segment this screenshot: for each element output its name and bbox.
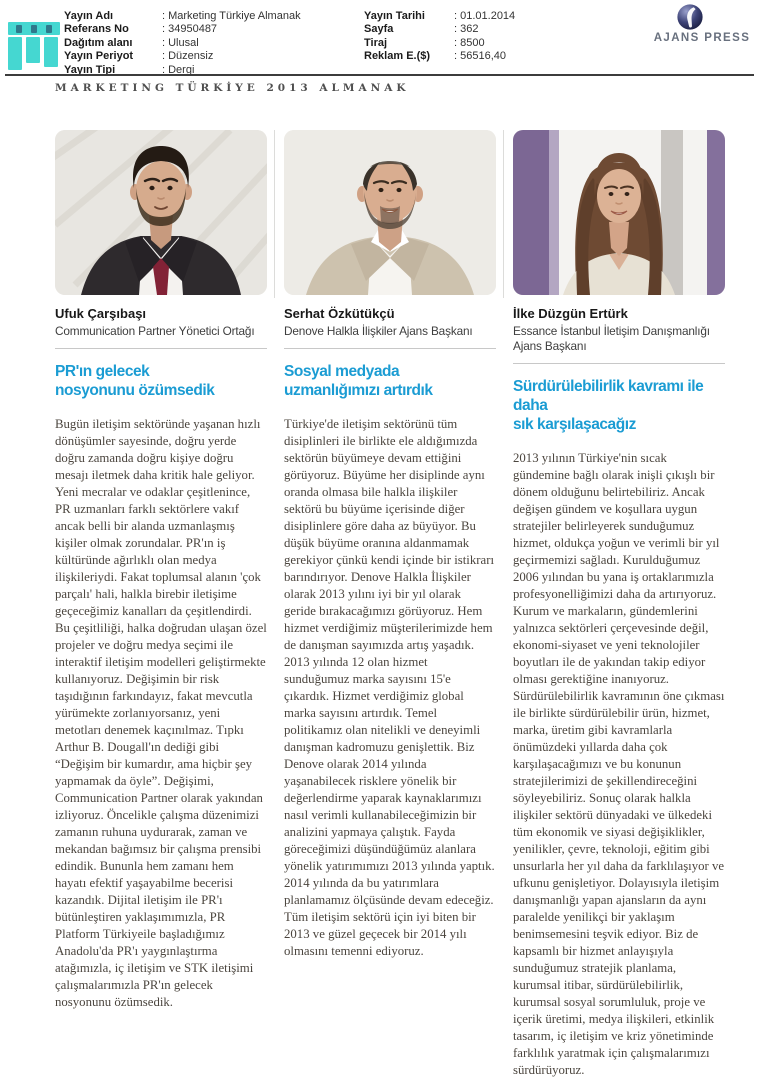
headline-line: uzmanlığımızı artırdık [284,382,433,400]
meta-label: Dağıtım alanı [64,36,133,49]
article-headline [284,363,496,401]
article-body: Bugün iletişim sektöründe yaşanan hızlı dönüşümler sayesinde, doğru yerde doğru zamanda doğru kişiye doğru mesajı iletmek daha kritik hale geliyor. Yeni mecralar ve odaklar çeşitlenince, PR uzmanları farklı sektörlere vakıf ancak belli bir alanda uzmanlaşmış kişiler olmak zorundalar. PR'ın iş kültüründe ağırlıklı olan medya ilişkileriydi. Fakat toplumsal alanın 'çok parçalı' hali, halkla birebir iletişime geçeceğimiz kanalları da çeşitlendirdi. Bu çeşitliliği, halka doğrudan ulaşan özel projeler ve doğru medya seçimi ile interaktif iletişim modelleri geliştirmekte kullanıyoruz. Değişimin bir risk taşıdığının farkındayız, fakat mevcutla yürümekte zorlanıyorsanız, yeni metotları denemek kaçınılmaz. Tıpkı Arthur B. Dougall'ın dediği gibi “Değişim bir kumardır, ama hiçbir şey yapmamak da öyle”. Değişimi, Communication Partner olarak yakından izliyoruz. Öncelikle çalışma düzenimizi zamanın ruhuna uydurarak, zaman ve mekandan bağımsız bir çalışma prensibi edindik. Bununla hem zamanı hem hayatı efektif yaşayabilme becerisi kazandık. Dijital iletişim ile PR'ı bütünleştiren yaklaşımımızla, PR Platform Türkiyeile başladığımız Anadolu'da PR'ı yaygınlaştırma atağımızla, iç iletişim ve STK iletişimi çalışmalarımızla PR'ın gelecek nosyonunu özümsedik. [55,417,267,1010]
article-body: Türkiye'de iletişim sektörünü tüm disiplinleri ile birlikte ele aldığımızda sektörün büyümeye devam ettiğini görüyoruz. Büyüme her disiplinde aynı oranda olmasa bile halkla ilişkiler sektörü bu büyüme içerisinde diğer disiplinlere göre daha az büyüyor. Bu düşük büyüme oranına aldanmamak gerekiyor çünkü kendi içinde bir istikrarı barındırıyor. Denove Halkla İlişkiler olarak 2013 yılını iyi bir yıl olarak geride bırakacağımızı görüyoruz. Hem hizmet verdiğimiz müşterilerimizde hem de danışman sayımızda artış yaşadık. 2013 yılında 12 olan hizmet sunduğumuz marka sayısını 15'e çıkardık. Hizmet verdiğimiz global marka sayısını artırdık. Temel politikamız olan nitelikli ve deneyimli danışman kadromuzu genişlettik. Biz Denove olarak 2014 yılında yaşanabilecek risklere yönelik bir değerlendirme yaparak kaynaklarımızı nasıl verimli kullanabileceğimizin bir analizini yapmaya çalıştık. Fayda göreceğimizi düşündüğümüz alanlara yönelik yatırımımızı 2013 yılında yaptık. 2014 yılında da bu yatırımlara planlamamız ölçüsünde devam edeceğiz. Tüm iletişim sektörü için iyi biten bir 2013 ve güzel geçecek bir 2014 yılı olmasını temenni ediyoruz. [284,417,495,959]
person-role: Denove Halkla İlişkiler Ajans Başkanı [284,324,473,339]
meta-label: Yayın Tipi [64,63,116,76]
profiles-row [55,130,725,1079]
meta-value: : 56516,40 [454,50,506,63]
role-divider [513,363,725,364]
person-name: Ufuk Çarşıbaşı [55,306,147,321]
meta-row [364,10,515,23]
headline-line: Sürdürülebilirlik kavramı ile daha [513,378,704,415]
meta-label: Yayın Tarihi [364,10,425,22]
ajans-press-logo [646,3,758,44]
publication-meta-right [364,10,515,64]
meta-value: : Marketing Türkiye Almanak [162,10,301,22]
meta-label: Sayfa [364,23,394,36]
meta-label: Reklam E.($) [364,50,431,63]
article-headline [55,363,267,401]
meta-value: : 8500 [454,36,485,49]
meta-value: : 362 [454,23,479,36]
role-divider [284,348,496,349]
meta-value: : Ulusal [162,36,199,49]
profile-column-3 [513,130,725,1079]
meta-value: : 34950487 [162,23,218,36]
person-role: Communication Partner Yönetici Ortağı [55,324,255,339]
portrait-photo [55,130,267,295]
role-divider [55,348,267,349]
person-name: Serhat Özkütükçü [284,306,395,321]
brand-name: AJANS PRESS [653,32,751,44]
headline-line: Sosyal medyada [284,363,400,381]
almanak-logo-bars [8,37,62,70]
meta-label: Tiraj [364,36,388,49]
person-name: İlke Düzgün Ertürk [513,306,628,321]
profile-column-1 [55,130,267,1079]
article-body: 2013 yılının Türkiye'nin sıcak gündemine bağlı olarak inişli çıkışlı bir dönem olduğunu belirtebiliriz. Ancak değişen gündem ve koşullara uygun stratejiler belirleyerek sunduğumuz hizmet, oldukça yoğun ve verimli bir yıl geçirmemizi sağladı. Kurulduğumuz 2006 yılından bu yana iş ortaklarımızla profesyonelliğimizi daha da artırıyoruz. Kurum ve markaların, gündemlerini yalnızca sektörleri çerçevesinde değil, ekonomi-siyaset ve yeni teknolojiler boyutları ile de yakından takip ediyor olması gerektiğine inanıyoruz. Sürdürülebilirlik kavramının öne çıkması ile birlikte sürdürülebilir ürün, hizmet, marka, üretim gibi kavramlarla önümüzdeki yıllarda daha çok karşılaşacağımızı ve bu konunun stratejilerimizi de şekillendireceğini söyleyebiliriz. Sonuç olarak halkla ilişkiler sektörü dünyadaki ve ülkedeki tüm ekonomik ve siyasi değişiklikler, yenilikler, çevre, teknoloji, eğitim gibi unsurlarla her yıl daha da farklılaşıyor ve ufkunu genişletiyor. Dolayısıyla iletişim danışmanlığı yapan ajansların da aynı paralelde yenilikçi bir yaklaşım benimsemesini teşvik ediyor. Biz de kapsamlı bir hizmet anlayışıyla sunduğumuz stratejik planlama, kurumsal itibar, sürdürülebilirlik, kurumsal sosyal sorumluluk, proje ve içerik üretimi, medya ilişkileri, etkinlik tasarım, iç iletişim ve kriz yönetiminde farklılık yaratmak için çalışmalarımızı sürdürüyoruz. [513,451,725,1078]
almanak-logo-icon [8,22,62,70]
meta-label: Yayın Periyot [64,50,134,63]
meta-value: : Dergi [162,63,195,76]
publication-title: MARKETING TÜRKİYE 2013 ALMANAK [55,82,410,94]
article-headline [513,378,725,435]
meta-value: : Düzensiz [162,50,214,63]
headline-line: nosyonunu özümsedik [55,382,215,400]
portrait-photo [284,130,496,295]
meta-row [64,37,301,50]
header-divider [5,74,754,76]
meta-row [364,50,515,63]
meta-label: Referans No [64,23,129,36]
person-role: Essance İstanbul İletişim Danışmanlığı Ajans Başkanı [513,324,710,354]
headline-line: sık karşılaşacağız [513,416,636,434]
meta-row [364,23,515,36]
meta-label: Yayın Adı [64,10,114,22]
meta-row [64,23,301,36]
almanak-logo-top-bar [8,22,60,35]
ajans-press-sphere-icon [676,3,704,31]
meta-row [64,50,301,63]
profile-column-2 [284,130,496,1079]
meta-value: : 01.01.2014 [454,10,516,22]
publication-meta-left [64,10,301,77]
meta-row [64,10,301,23]
portrait-photo [513,130,725,295]
meta-row [364,37,515,50]
headline-line: PR'ın gelecek [55,363,150,381]
